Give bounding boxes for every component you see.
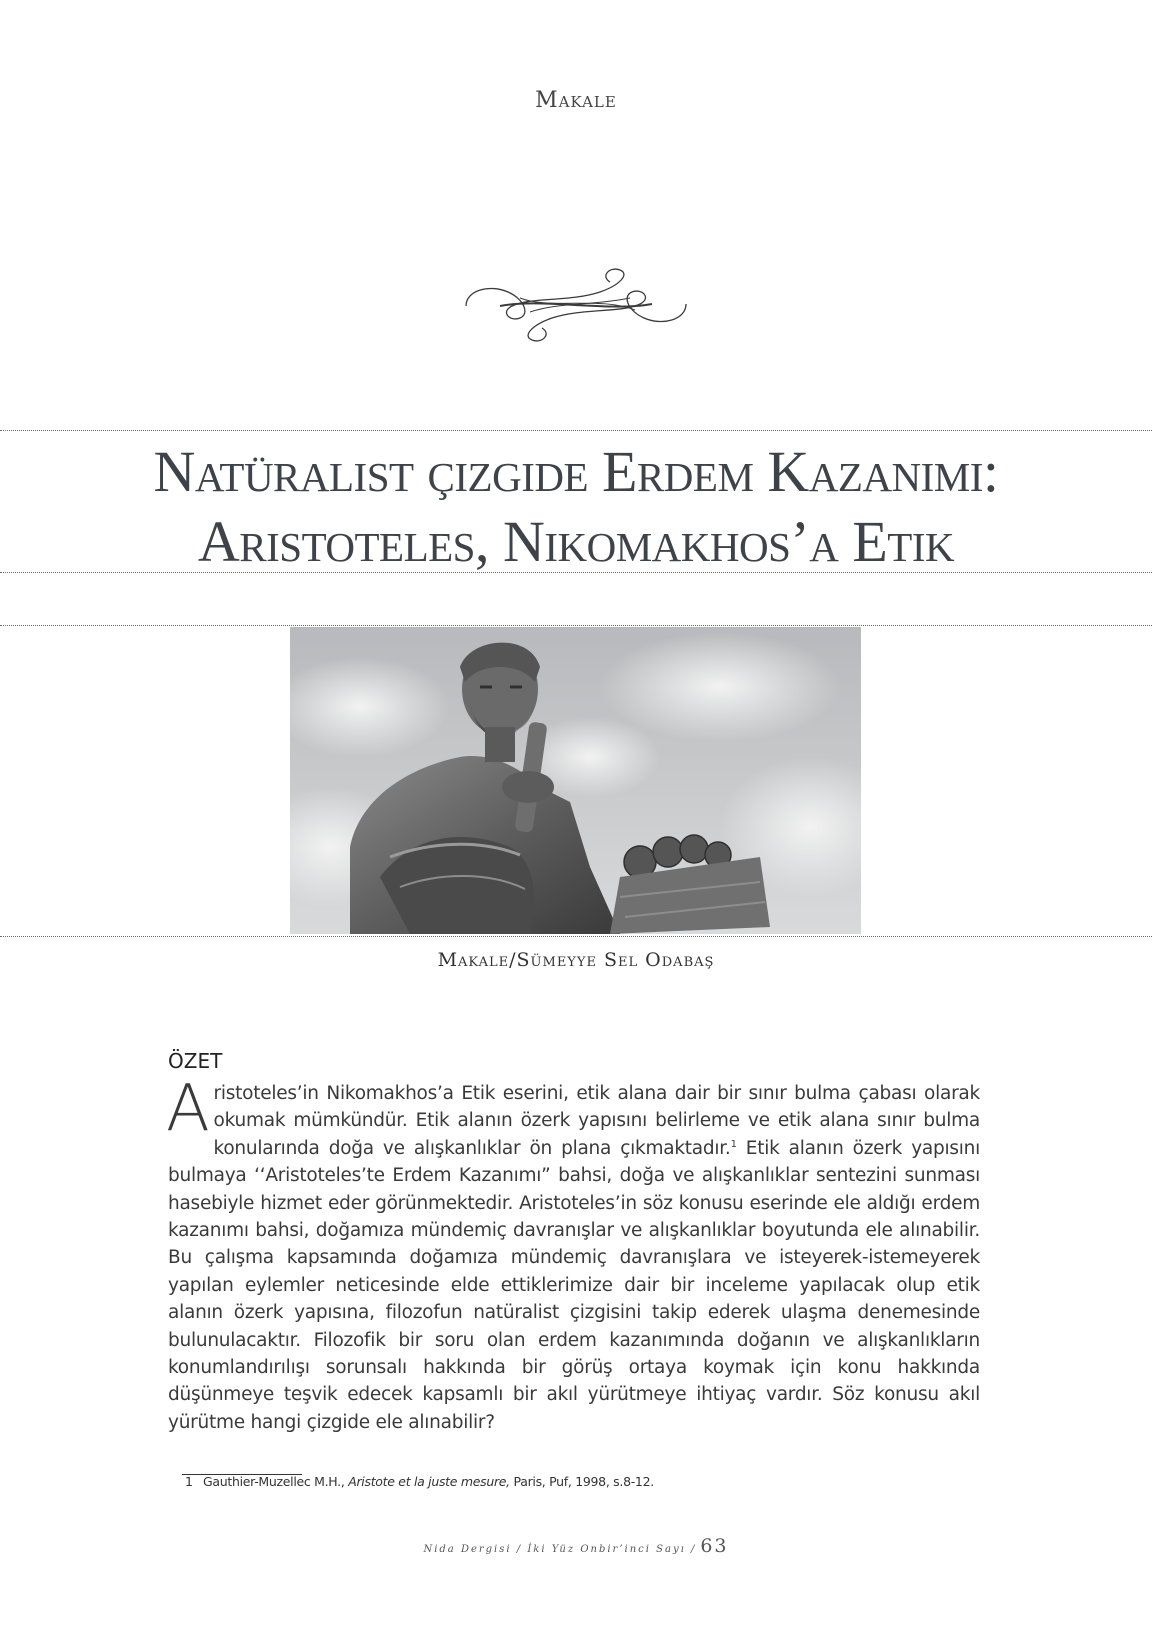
footnote-reference[interactable]: 1	[730, 1138, 737, 1150]
footnote-number: 1	[185, 1474, 193, 1489]
page-number: 63	[700, 1535, 729, 1557]
section-label: Makale	[535, 88, 617, 113]
flourish-ornament	[460, 262, 692, 348]
footnote	[185, 1474, 654, 1490]
page-footer	[0, 1535, 1152, 1557]
abstract-text-part2: Etik alanın özerk yapısını bulmaya ‘‘Aristoteles’te Erdem Kazanımı” bahsi, doğa ve alışkanlıklar sentezini sunması hasebiyle hizmet eder görünmektedir. Aristoteles’in söz konusu eserinde ele aldığı erdem kazanımı bahsi, doğamıza mündemiç davranışlar ve alışkanlıklar boyutunda ele alınabilir. Bu çalışma kapsamında doğamıza mündemiç davranışlara ve isteyerek-istemeyerek yapılan eylemler neticesinde elde ettiklerimize dair bir inceleme yapılacak olup etik alanın özerk yapısına, filozofun natüralist çizgisini takip ederek ulaşma denemesinde bulunulacaktır. Filozofik bir soru olan erdem kazanımında doğanın ve alışkanlıkların konumlandırılışı sorunsalı hakkında bir görüş ortaya koymak için konu hakkında düşünmeye teşvik edecek kapsamlı bir akıl yürütmeye ihtiyaç vardır. Söz konusu akıl yürütme hangi çizgide ele alınabilir?	[168, 1137, 981, 1433]
drop-cap: A	[166, 1072, 210, 1146]
byline	[0, 949, 1152, 971]
footnote-details: Paris, Puf, 1998, s.8-12.	[509, 1474, 654, 1489]
footnote-author: Gauthier-Muzellec M.H.,	[203, 1474, 349, 1489]
aristotle-statue-photo	[290, 627, 861, 934]
article-title-line1: Natüralist çizgide Erdem Kazanımı:	[153, 439, 999, 504]
photo-bottom-rule	[0, 936, 1152, 937]
footnote-work-title: Aristote et la juste mesure,	[348, 1474, 510, 1489]
byline-author: Sümeyye Sel Odabaş	[516, 949, 715, 971]
byline-separator: /	[509, 949, 517, 971]
abstract-heading: ÖZET	[168, 1049, 223, 1073]
abstract-body	[166, 1072, 981, 1436]
photo-top-rule	[0, 625, 1152, 626]
title-bottom-rule	[0, 572, 1152, 573]
title-top-rule	[0, 430, 1152, 431]
byline-section: Makale	[437, 949, 510, 971]
article-title-line2: Aristoteles, Nikomakhos’a Etik	[197, 509, 955, 574]
journal-name: Nida Dergisi / İki Yüz Onbir’inci Sayı /	[423, 1544, 697, 1555]
abstract-text-part1: ristoteles’in Nikomakhos’a Etik eserini, etik alana dair bir sınır bulma çabası olarak okumak mümkündür. Etik alanın özerk yapısını belirleme ve etik alana sınır bulma konularında doğa ve alışkanlıklar ön plana çıkmaktadır.	[213, 1083, 980, 1159]
